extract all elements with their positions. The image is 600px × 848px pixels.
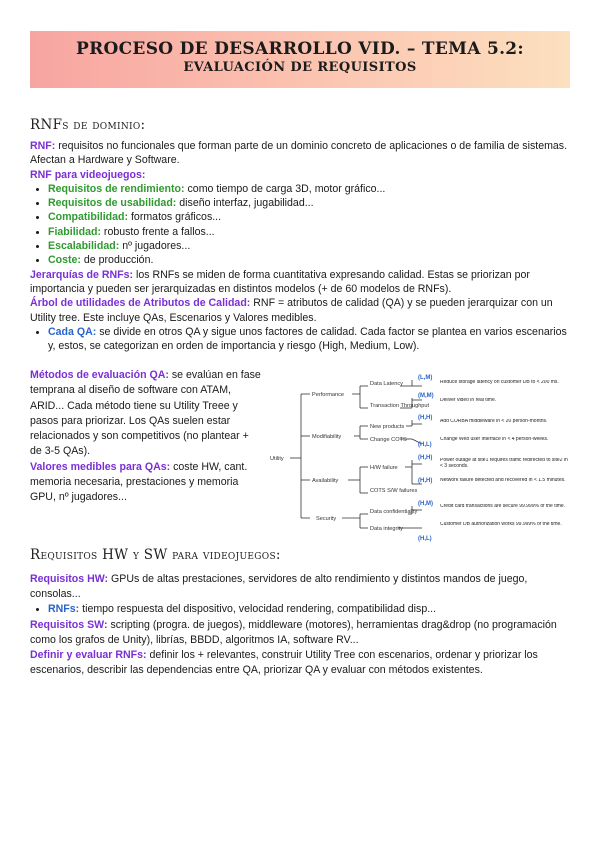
- qa-availability: Availability: [312, 478, 339, 484]
- hw-list: [30, 602, 570, 617]
- section-rnf-body: [30, 139, 570, 353]
- define-text: definir los + relevantes, construir Utility Tree con escenarios, ordenar y priorizar los escenarios, describir las dependencias entre QA, priorizar QA y evaluar con métodos existentes.: [30, 649, 538, 677]
- list-item: [48, 196, 570, 210]
- item-text: nº jugadores...: [119, 240, 191, 253]
- utility-tree-diagram: [268, 370, 570, 542]
- factor-change-cots: Change COTS: [370, 437, 407, 443]
- define-paragraph: [30, 648, 570, 678]
- tree-text: RNF = atributos de calidad (QA) y se pueden jerarquizar con un Utility tree. Este incluye QAs, Escenarios y Valores medibles.: [30, 297, 553, 324]
- tree-paragraph: [30, 296, 570, 325]
- factor-hw-failure: H/W failure: [370, 465, 398, 471]
- diagram-root-label: Utility: [270, 456, 284, 462]
- item-label: Fiabilidad:: [48, 225, 101, 238]
- rating-3: (H,H): [418, 415, 433, 421]
- rating-6: (H,H): [418, 478, 433, 484]
- methods-paragraph: [30, 368, 262, 460]
- section-title-hw-sw: Requisitos HW y SW para videojuegos:: [30, 547, 281, 563]
- tree-label: Árbol de utilidades de Atributos de Calidad:: [30, 297, 251, 310]
- rnf-label: RNF:: [30, 140, 56, 152]
- sw-label: Requisitos SW:: [30, 618, 108, 631]
- hierarchy-label: Jerarquías de RNFs:: [30, 268, 134, 281]
- values-label: Valores medibles para QAs:: [30, 460, 171, 473]
- page-subtitle: EVALUACIÓN DE REQUISITOS: [183, 60, 417, 75]
- rating-4: (H,L): [418, 442, 432, 448]
- rating-5: (H,H): [418, 455, 433, 461]
- factor-cots-sw-failures: COTS S/W failures: [370, 488, 418, 494]
- scenario-7: Credit card transactions are secure 99.999% of the time.: [440, 504, 566, 509]
- hw-label: Requisitos HW:: [30, 573, 109, 585]
- rnfs-text: tiempo respuesta del dispositivo, velocidad rendering, compatibilidad disp...: [79, 603, 437, 616]
- qa-modifiability: Modifiability: [312, 434, 342, 440]
- list-item: [48, 602, 570, 617]
- factor-throughput: Transaction Throughput: [370, 403, 430, 409]
- methods-text: se evalúan en fase temprana al diseño de software con ATAM, ARID... Cada método tiene su Utility Treee y pasos para priorizar. Los QAs suelen estar relacionados y son competitivos (no plantear + de 3-5 QAs).: [30, 369, 261, 458]
- rnf-videogames-heading: [30, 168, 570, 182]
- sw-text: scripting (progra. de juegos), middleware (motores), herramientas drag&drop (no programación como los grafos de Unity), librías, BBDD, algoritmos IA, software RV...: [30, 618, 557, 646]
- list-item: [48, 239, 570, 253]
- item-text: robusto frente a fallos...: [100, 225, 215, 238]
- item-label: Requisitos de rendimiento:: [48, 182, 185, 195]
- methods-label: Métodos de evaluación QA:: [30, 369, 169, 381]
- factor-data-latency: Data Latency: [370, 381, 403, 387]
- rnf-definition: [30, 139, 570, 168]
- list-item: [48, 325, 570, 354]
- hierarchy-paragraph: [30, 268, 570, 297]
- videogames-label: RNF para videojuegos:: [30, 168, 146, 181]
- item-text: diseño interfaz, jugabilidad...: [176, 197, 314, 210]
- title-banner: [30, 31, 570, 88]
- item-label: Escalabilidad:: [48, 240, 120, 253]
- item-text: de producción.: [80, 254, 154, 267]
- methods-column: [30, 368, 262, 506]
- list-item: [48, 182, 570, 196]
- factor-new-products: New products: [370, 424, 405, 430]
- qa-security: Security: [316, 516, 337, 522]
- hierarchy-text: los RNFs se miden de forma cuantitativa expresando calidad. Estas se priorizan por importancia y pueden ser jerarquizadas en distintos modelos (+ de 60 modelos de RNFs).: [30, 268, 530, 295]
- rating-7: (H,M): [418, 501, 433, 507]
- scenario-8: Customer DB authorization works 99.999% of the time.: [440, 522, 562, 527]
- item-text: formatos gráficos...: [128, 211, 222, 224]
- item-text: como tiempo de carga 3D, motor gráfico...: [184, 182, 386, 195]
- scenario-3: Add CORBA middleware in < 20 person-months.: [440, 419, 548, 424]
- qa-label: Cada QA:: [48, 325, 97, 338]
- scenario-5: Power outage at site1 requires traffic redirected to site2 in < 3 seconds.: [440, 458, 568, 469]
- item-label: Requisitos de usabilidad:: [48, 197, 177, 210]
- rating-8: (H,L): [418, 536, 432, 542]
- rating-1: (L,M): [418, 375, 433, 381]
- values-paragraph: [30, 460, 262, 506]
- scenario-4: Change Web user interface in < 4 person-weeks.: [440, 437, 549, 442]
- qa-performance: Performance: [312, 392, 345, 398]
- item-label: Compatibilidad:: [48, 211, 129, 224]
- rnf-videogames-list: [30, 182, 570, 268]
- item-label: Coste:: [48, 254, 81, 267]
- list-item: [48, 210, 570, 224]
- qa-list: [30, 325, 570, 354]
- sw-paragraph: [30, 618, 570, 648]
- section-title-rnf-dominio: RNFs de dominio:: [30, 117, 146, 133]
- rating-2: (M,M): [418, 393, 434, 399]
- page-title: PROCESO DE DESARROLLO VID. – TEMA 5.2:: [75, 39, 524, 59]
- qa-text: se divide en otros QA y sigue unos factores de calidad. Cada factor se plantea en varios escenarios y, estos, se categorizan en orden de importancia y riesgo (High, Medium, Low).: [48, 325, 567, 353]
- scenario-2: Deliver video in real time.: [440, 398, 497, 403]
- section-hw-sw-body: [30, 572, 570, 678]
- scenario-6: Network failure detected and recovered in < 1.5 minutes.: [440, 478, 566, 483]
- rnfs-label: RNFs:: [48, 603, 80, 616]
- hw-paragraph: [30, 572, 570, 602]
- define-label: Definir y evaluar RNFs:: [30, 649, 147, 662]
- hw-text: GPUs de altas prestaciones, servidores de alto rendimiento y distintos mandos de juego, consolas...: [30, 573, 528, 601]
- factor-data-integrity: Data integrity: [370, 526, 403, 532]
- factor-data-confidentiality: Data confidentiality: [370, 509, 418, 515]
- rnf-text: requisitos no funcionales que forman parte de un dominio concreto de aplicaciones o de familia de sistemas. Afectan a Hardware y Software.: [30, 140, 568, 167]
- list-item: [48, 225, 570, 239]
- scenario-1: Reduce storage latency on customer DB to < 200 ms.: [440, 380, 559, 385]
- values-text: coste HW, cant. memoria necesaria, prestaciones y memoria GPU, nº jugadores...: [30, 460, 248, 504]
- list-item: [48, 253, 570, 267]
